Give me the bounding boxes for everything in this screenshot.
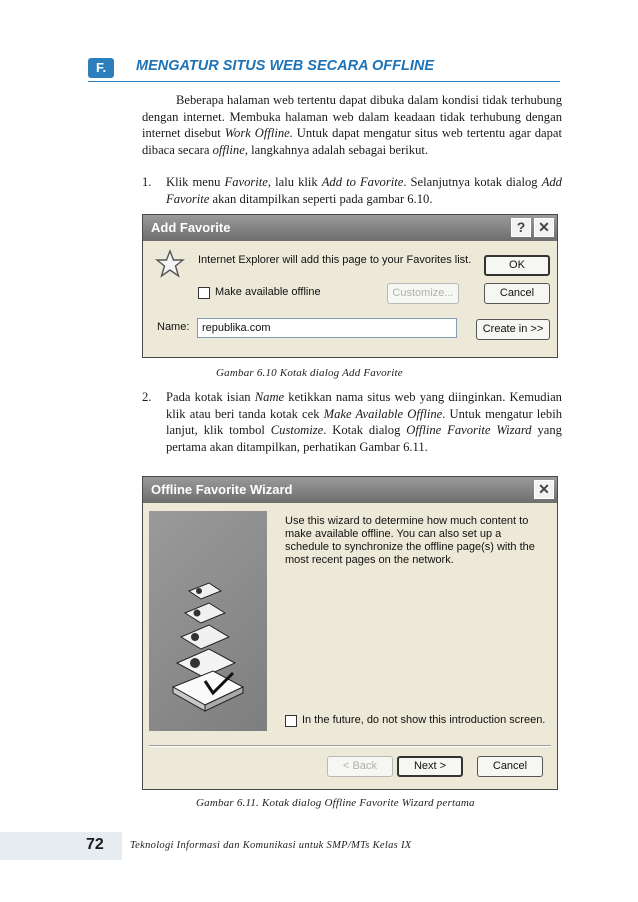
name-label: Name: [157,321,190,333]
section-rule [88,81,560,82]
back-button[interactable]: < Back [327,756,393,777]
ok-button[interactable]: OK [484,255,550,276]
cancel-button[interactable]: Cancel [484,283,550,304]
close-button[interactable]: ✕ [534,218,554,237]
section-badge: F. [88,58,114,78]
do-not-show-checkbox[interactable] [285,715,297,727]
figure-caption-6-10: Gambar 6.10 Kotak dialog Add Favorite [216,367,403,379]
make-offline-label: Make available offline [215,286,321,298]
page-number: 72 [86,836,104,853]
dialog-message: Internet Explorer will add this page to your Favorites list. [198,254,472,266]
wizard-separator [149,745,551,747]
make-offline-checkbox[interactable] [198,287,210,299]
add-favorite-dialog [142,214,558,358]
favorite-star-icon [155,249,185,279]
next-button[interactable]: Next > [397,756,463,777]
help-button[interactable]: ? [511,218,531,237]
offline-pages-icon [149,511,267,731]
customize-button[interactable]: Customize... [387,283,459,304]
offline-favorite-wizard-dialog [142,476,558,790]
dialog-title: Add Favorite [151,220,231,235]
step-1 [142,174,562,207]
title-bar [143,215,557,241]
step-1-number: 1. [142,175,152,189]
close-button[interactable]: ✕ [534,480,554,499]
do-not-show-label: In the future, do not show this introduction screen. [302,714,546,726]
step-1-text: Klik menu Favorite, lalu klik Add to Favorite. Selanjutnya kotak dialog Add Favorite akan ditampilkan seperti pada gambar 6.10. [166,175,562,206]
cancel-button[interactable]: Cancel [477,756,543,777]
dialog-title: Offline Favorite Wizard [151,482,293,497]
intro-paragraph: Beberapa halaman web tertentu dapat dibuka dalam kondisi tidak terhubung dengan internet. Membuka halaman web dalam keadaan tidak terhubung dengan internet disebut Work Offline. Untuk dapat mengatur situs web tertentu agar dapat dibaca secara offline, langkahnya adalah sebagai berikut. [142,93,562,157]
create-in-button[interactable]: Create in >> [476,319,550,340]
name-input[interactable] [197,318,457,338]
step-2-number: 2. [142,390,152,404]
figure-caption-6-11: Gambar 6.11. Kotak dialog Offline Favorite Wizard pertama [196,797,475,809]
step-2 [142,389,562,455]
wizard-intro-text: Use this wizard to determine how much content to make available offline. You can also set up a schedule to synchronize the offline page(s) with the most recent pages on the network. [285,515,535,566]
section-title: MENGATUR SITUS WEB SECARA OFFLINE [136,58,435,74]
footer-text: Teknologi Informasi dan Komunikasi untuk SMP/MTs Kelas IX [130,840,412,851]
title-bar [143,477,557,503]
step-2-text: Pada kotak isian Name ketikkan nama situs web yang diinginkan. Kemudian klik atau beri tanda kotak cek Make Available Offline. Untuk mengatur lebih lanjut, klik tombol Customize. Kotak dialog Offline Favorite Wizard yang pertama akan ditampilkan, perhatikan Gambar 6.11. [166,390,562,454]
wizard-side-panel [149,511,267,731]
